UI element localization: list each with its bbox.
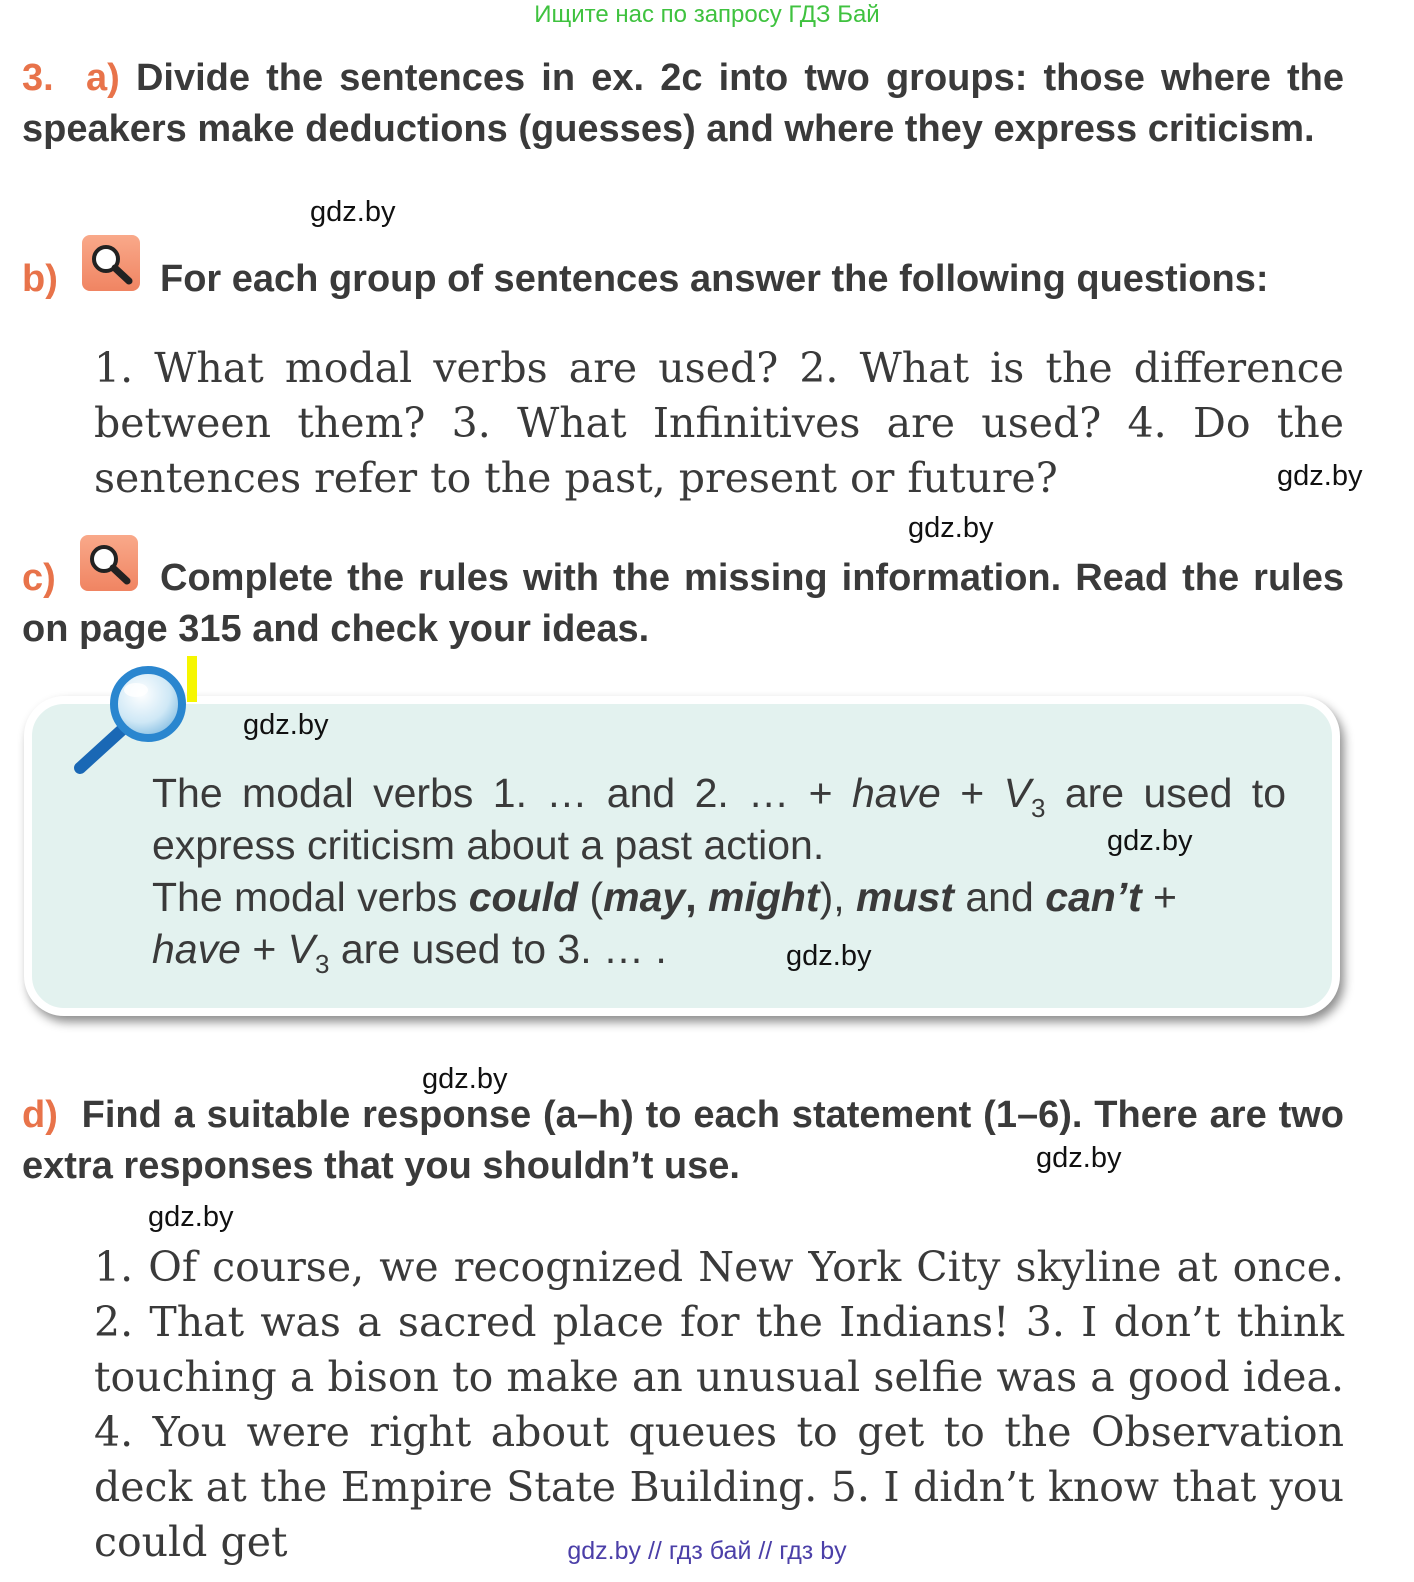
rule-text-segment: +	[940, 770, 1004, 816]
part-b-instruction: For each group of sentences answer the following questions:	[160, 258, 1269, 300]
rule-text-segment: are used to express criticism about a past action.	[152, 770, 1286, 868]
part-c-letter: c)	[22, 557, 56, 599]
part-d-instruction: Find a suitable response (a–h) to each statement (1–6). There are two extra responses that you shouldn’t use.	[22, 1094, 1344, 1187]
rule-text-segment: ,	[685, 874, 708, 920]
rule-text-segment: The modal verbs 1. … and 2. … +	[152, 770, 852, 816]
rule-bold-may: may	[603, 874, 686, 920]
rule-text-segment: are used to 3. … .	[329, 926, 667, 972]
watermark: gdz.by	[422, 1063, 508, 1095]
part-d-statements: 1. Of course, we recognized New York City skyline at once. 2. That was a sacred place for the Indians! 3. I don’t think touching a bison to make an unusual selfie was a good idea. 4. You were right about queues to get to the Observation deck at the Empire State Building. 5. I didn’t know that you could get	[94, 1243, 1344, 1566]
rule-text-segment: (	[578, 874, 604, 920]
magnifier-icon	[82, 235, 140, 291]
watermark: gdz.by	[310, 196, 396, 228]
rule-text-segment: ),	[819, 874, 857, 920]
watermark: gdz.by	[1277, 460, 1363, 492]
rule-italic-have: have	[851, 770, 941, 816]
watermark: gdz.by	[908, 512, 994, 544]
rule-bold-could: could	[468, 874, 579, 920]
rule-subscript: 3	[315, 949, 330, 979]
exercise-number: 3.	[22, 57, 54, 99]
rule-bold-cant: can’t	[1045, 874, 1142, 920]
rule-subscript: 3	[1030, 793, 1046, 823]
rule-italic-have: have	[152, 926, 241, 972]
rule-bold-must: must	[856, 874, 954, 920]
magnifying-glass-icon	[62, 660, 202, 780]
rule-text-segment: +	[1141, 874, 1177, 920]
watermark: gdz.by	[243, 709, 329, 741]
part-c-instruction: Complete the rules with the missing information. Read the rules on page 315 and check your ideas.	[22, 557, 1344, 650]
watermark: gdz.by	[1036, 1142, 1122, 1174]
rule-text-segment: and	[953, 874, 1046, 920]
part-a-instruction: Divide the sentences in ex. 2c into two groups: those where the speakers make deductions (guesses) and where they express criticism.	[22, 57, 1344, 150]
rule-text-segment: +	[240, 926, 288, 972]
watermark: gdz.by	[148, 1201, 234, 1233]
part-b-letter: b)	[22, 258, 58, 300]
rule-text	[82, 767, 1286, 979]
exercise-3a	[22, 53, 1344, 155]
search-banner: Ищите нас по запросу ГДЗ Бай	[534, 1, 880, 28]
rule-paragraph-2	[82, 871, 1286, 979]
footer-links: gdz.by // гдз бай // гдз by	[567, 1537, 847, 1565]
rule-paragraph-1	[82, 767, 1286, 871]
rule-text-segment: The modal verbs	[152, 874, 469, 920]
part-d-letter: d)	[22, 1094, 58, 1136]
rule-italic-v: V	[287, 926, 316, 972]
rule-bold-might: might	[707, 874, 820, 920]
rule-italic-v: V	[1003, 770, 1031, 816]
part-b-questions: 1. What modal verbs are used? 2. What is the difference between them? 3. What Infinitives are used? 4. Do the sentences refer to the past, present or future?	[94, 344, 1344, 502]
exercise-3d	[22, 1090, 1344, 1192]
watermark: gdz.by	[786, 940, 872, 972]
part-a-letter: a)	[86, 57, 120, 99]
watermark: gdz.by	[1107, 825, 1193, 857]
